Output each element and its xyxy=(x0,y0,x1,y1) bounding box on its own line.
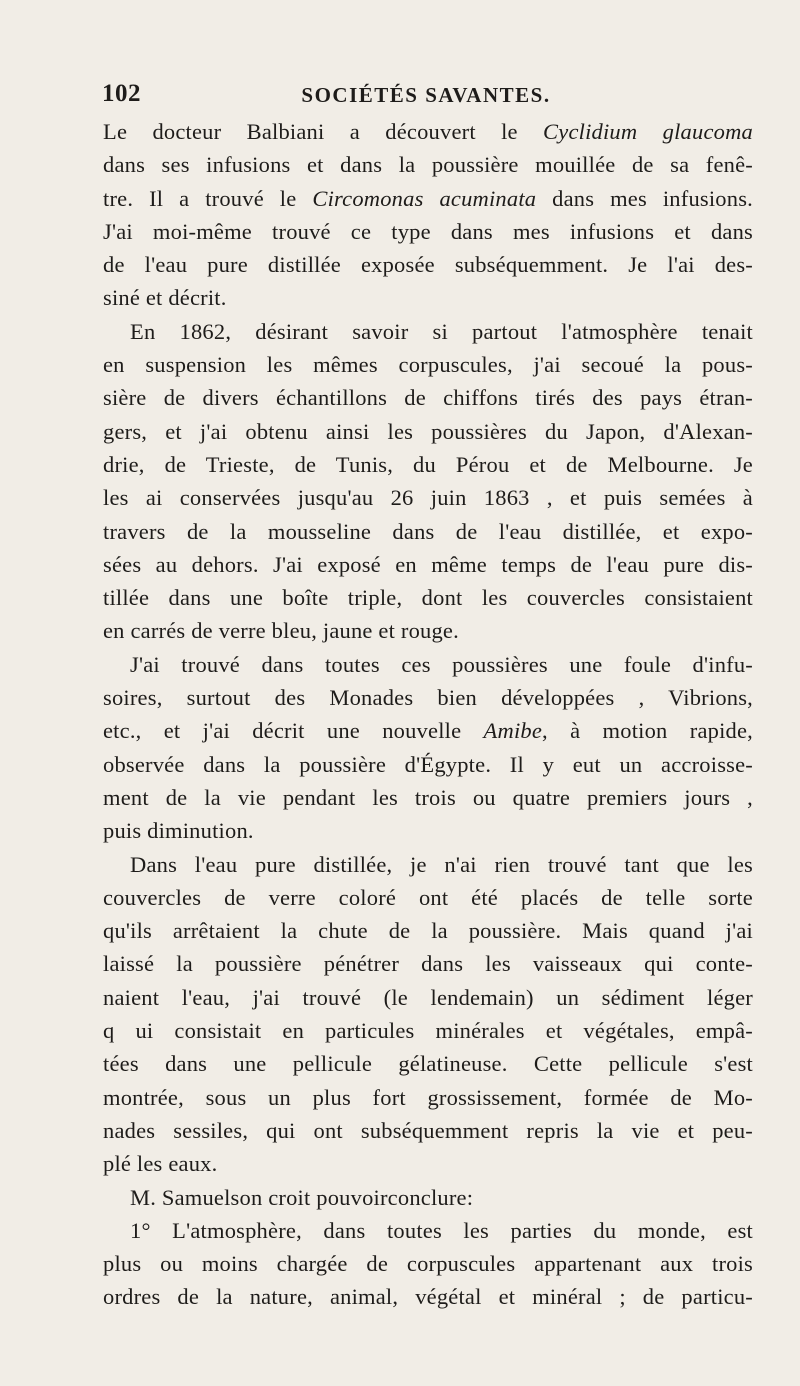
text-segment: de l'eau pure distillée exposée subséquemment. Je l'ai des- xyxy=(103,252,753,278)
text-line xyxy=(103,381,753,414)
body-text xyxy=(103,115,753,1314)
running-head: SOCIÉTÉS SAVANTES. xyxy=(301,83,551,107)
text-line xyxy=(103,215,753,248)
text-segment: en carrés de verre bleu, jaune et rouge. xyxy=(103,618,459,644)
text-line xyxy=(103,648,753,681)
text-line xyxy=(103,348,753,381)
text-line xyxy=(103,914,753,947)
italic-term: Circomonas acuminata xyxy=(312,185,537,211)
text-line xyxy=(103,115,753,148)
text-segment: M. Samuelson croit pouvoirconclure: xyxy=(130,1184,474,1210)
text-segment: montrée, sous un plus fort grossissement, formée de Mo- xyxy=(103,1084,753,1110)
text-line xyxy=(103,248,753,281)
text-segment: sées au dehors. J'ai exposé en même temps de l'eau pure dis- xyxy=(103,551,753,577)
text-segment: sière de divers échantillons de chiffons tirés des pays étran- xyxy=(103,385,753,411)
text-line xyxy=(103,548,753,581)
page-header xyxy=(100,80,752,114)
text-line xyxy=(103,481,753,514)
text-segment: dans ses infusions et dans la poussière mouillée de sa fenê- xyxy=(103,152,753,178)
text-segment: tillée dans une boîte triple, dont les couvercles consistaient xyxy=(103,585,753,611)
text-line xyxy=(103,748,753,781)
text-segment: etc., et j'ai décrit une nouvelle xyxy=(103,718,484,744)
text-line xyxy=(103,448,753,481)
text-line xyxy=(103,182,753,215)
italic-term: Cyclidium glaucoma xyxy=(543,119,753,144)
text-line xyxy=(103,1147,753,1180)
text-segment: En 1862, désirant savoir si partout l'atmosphère tenait xyxy=(130,318,753,344)
text-segment: Dans l'eau pure distillée, je n'ai rien trouvé tant que les xyxy=(130,851,753,877)
text-segment: couvercles de verre coloré ont été placés de telle sorte xyxy=(103,884,753,910)
text-line xyxy=(103,515,753,548)
text-line xyxy=(103,781,753,814)
text-line xyxy=(103,148,753,181)
text-line xyxy=(103,881,753,914)
italic-term: Amibe xyxy=(483,718,543,744)
text-segment: plus ou moins chargée de corpuscules appartenant aux trois xyxy=(103,1251,753,1277)
text-segment: gers, et j'ai obtenu ainsi les poussières du Japon, d'Alexan- xyxy=(103,418,753,444)
text-line xyxy=(103,1214,753,1247)
text-segment: J'ai moi-même trouvé ce type dans mes infusions et dans xyxy=(103,218,753,244)
text-segment: travers de la mousseline dans de l'eau distillée, et expo- xyxy=(103,518,753,544)
text-segment: qu'ils arrêtaient la chute de la poussière. Mais quand j'ai xyxy=(103,918,753,944)
text-line xyxy=(103,848,753,881)
text-line xyxy=(103,1047,753,1080)
text-line xyxy=(103,315,753,348)
text-line xyxy=(103,1247,753,1280)
text-segment: dans mes infusions. xyxy=(536,185,753,211)
text-segment: puis diminution. xyxy=(103,818,254,844)
text-segment: laissé la poussière pénétrer dans les vaisseaux qui conte- xyxy=(103,951,753,977)
text-segment: siné et décrit. xyxy=(103,285,227,311)
text-line xyxy=(103,681,753,714)
text-segment: plé les eaux. xyxy=(103,1151,218,1177)
text-line xyxy=(103,814,753,847)
text-segment: J'ai trouvé dans toutes ces poussières une foule d'infu- xyxy=(130,651,753,677)
text-segment: , à motion rapide, xyxy=(542,718,753,744)
text-line xyxy=(103,415,753,448)
text-segment: observée dans la poussière d'Égypte. Il y eut un accroisse- xyxy=(103,751,753,777)
text-line xyxy=(103,614,753,647)
page-number: 102 xyxy=(102,80,141,107)
text-line xyxy=(103,947,753,980)
text-segment: ordres de la nature, animal, végétal et minéral ; de particu- xyxy=(103,1284,753,1310)
text-line xyxy=(103,981,753,1014)
text-segment: tre. Il a trouvé le xyxy=(103,185,313,211)
text-line xyxy=(103,1081,753,1114)
text-segment: drie, de Trieste, de Tunis, du Pérou et de Melbourne. Je xyxy=(103,451,753,477)
text-line xyxy=(103,281,753,314)
text-segment: ment de la vie pendant les trois ou quatre premiers jours , xyxy=(103,784,753,810)
text-segment: Le docteur Balbiani a découvert le xyxy=(103,119,544,144)
text-segment: soires, surtout des Monades bien développées , Vibrions, xyxy=(103,685,753,711)
text-segment: tées dans une pellicule gélatineuse. Cette pellicule s'est xyxy=(103,1051,753,1077)
text-segment: 1° L'atmosphère, dans toutes les parties du monde, est xyxy=(130,1217,753,1243)
text-segment: en suspension les mêmes corpuscules, j'ai secoué la pous- xyxy=(103,352,753,378)
text-line xyxy=(103,1014,753,1047)
text-line xyxy=(103,1280,753,1313)
text-segment: q ui consistait en particules minérales et végétales, empâ- xyxy=(103,1018,753,1044)
text-line xyxy=(103,1181,753,1214)
text-segment: les ai conservées jusqu'au 26 juin 1863 , et puis semées à xyxy=(103,485,753,511)
text-line xyxy=(103,714,753,747)
text-line xyxy=(103,1114,753,1147)
text-line xyxy=(103,581,753,614)
text-segment: naient l'eau, j'ai trouvé (le lendemain) un sédiment léger xyxy=(103,984,753,1010)
text-segment: nades sessiles, qui ont subséquemment repris la vie et peu- xyxy=(103,1117,753,1143)
